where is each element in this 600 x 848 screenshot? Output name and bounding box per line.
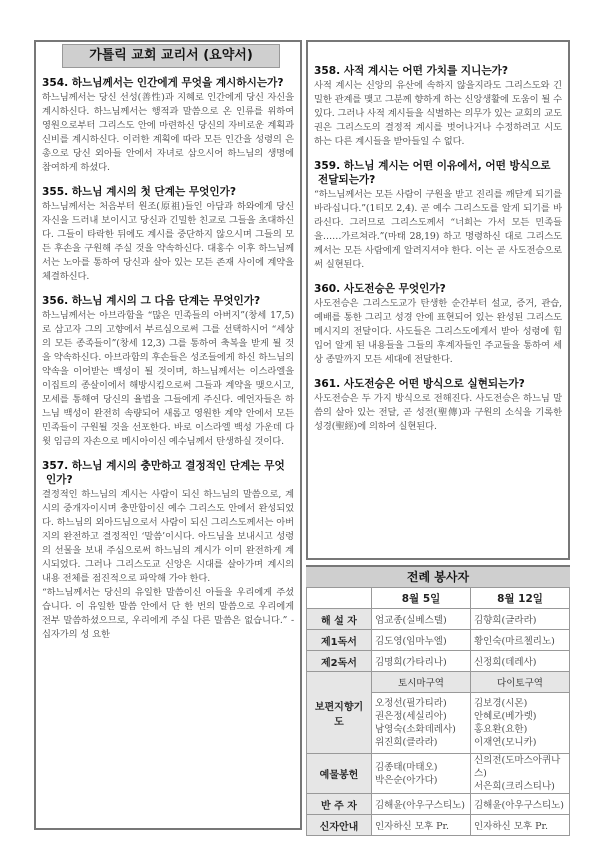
answer-text: “하느님께서는 모든 사람이 구원을 받고 진리를 깨닫게 되기를 바라십니다.”(1티모 2,4). 곧 예수 그리스도를 알게 되기를 바라신다. 그러므로 그리스도께서 “너희는 가서 모든 민족들을……가르쳐라.”(마태 28,19) 하고 명령하신 대로 그리스도께서는 모든 사람에게 알려지셔야 한다. 이는 곧 사도전승으로써 실현된다. [314, 189, 562, 270]
question-heading: 360. 사도전승은 무엇인가? [314, 283, 446, 295]
row-label: 예물봉헌 [307, 754, 372, 794]
date-header-1: 8월 5일 [372, 588, 471, 609]
liturgy-schedule [306, 565, 570, 836]
catechism-item [314, 159, 562, 272]
header-empty-cell [307, 588, 372, 609]
name-entry: 남영숙(소화데레사) [375, 724, 456, 735]
cell: 인자하신 모후 Pr. [372, 815, 471, 836]
name-entry: 신의전(도마스아퀴나스) [474, 755, 561, 779]
offering-cell-2 [471, 754, 570, 794]
right-column [306, 40, 570, 560]
answer-text: 사도전승은 그리스도교가 탄생한 순간부터 설교, 증거, 관습, 예배를 통한 그리고 성경 안에 표현되어 있는 완성된 그리스도 메시지의 전달이다. 사도들은 그리스도에게서 받아 성령에 힘입어 알게 된 내용들을 그들의 후계자들인 주교들을 통하여 세상 종말까지 모든 세대에 전달한다. [314, 298, 562, 365]
offering-cell-1 [372, 754, 471, 794]
name-entry: 박은순(아가다) [375, 774, 438, 786]
table-row [307, 815, 570, 836]
prayers-cell-1 [372, 693, 471, 754]
cell: 김명희(가타리나) [372, 651, 471, 672]
date-header-2: 8월 12일 [471, 588, 570, 609]
table-row [307, 588, 570, 609]
question-heading: 356. 하느님 계시의 그 다음 단계는 무엇인가? [42, 295, 261, 307]
answer-text: 하느님께서는 처음부터 원조(原祖)들인 아담과 하와에게 당신 자신을 드러내 보이시고 당신과 긴밀한 친교로 그들을 초대하신다. 그들이 타락한 뒤에도 계시를 중단하지 않으시며 그들의 모든 후손을 구원해 주실 것을 약속하신다. 대홍수 이후 하느님께서는 노아를 통하여 당신과 살아 있는 모든 존재 사이에 계약을 체결하신다. [42, 201, 294, 282]
row-label: 신자안내 [307, 815, 372, 836]
question-heading: 355. 하느님 계시의 첫 단계는 무엇인가? [42, 186, 236, 198]
name-entry: 홍요환(요한) [474, 724, 528, 735]
left-column [34, 40, 302, 830]
table-row [307, 794, 570, 815]
cell: 김해윤(아우구스티노) [471, 794, 570, 815]
cell: 황인숙(마르첼리노) [471, 630, 570, 651]
catechism-item [42, 76, 294, 175]
schedule-title: 전례 봉사자 [306, 565, 570, 587]
name-entry: 이재연(모니카) [474, 737, 537, 748]
catechism-item [314, 282, 562, 367]
catechism-item [314, 64, 562, 149]
cell: 엄교종(실베스텔) [372, 609, 471, 630]
catechism-item [42, 294, 294, 449]
table-row [307, 672, 570, 693]
cell: 신정희(데레사) [471, 651, 570, 672]
cell: 인자하신 모후 Pr. [471, 815, 570, 836]
row-label: 해 설 자 [307, 609, 372, 630]
row-label: 보편지향기 도 [307, 672, 372, 754]
prayers-cell-2 [471, 693, 570, 754]
name-entry: 김종태(마태오) [375, 761, 438, 773]
zone-header-2: 다이토구역 [471, 672, 570, 693]
catechism-item [42, 459, 294, 642]
table-row [307, 630, 570, 651]
name-entry: 오정선(필가티라) [375, 698, 447, 709]
catechism-item [42, 185, 294, 284]
answer-text: 결정적인 하느님의 계시는 사람이 되신 하느님의 말씀으로, 계시의 중개자이시며 충만함이신 예수 그리스도 안에서 완성되었다. 하느님의 외아드님으로서 사람이 되신 그리스도께서는 아버지의 완전하고 결정적인 ‘말씀’이시다. 아드님을 보내시고 성령의 선물을 보내 주심으로써 하느님의 계시가 이미 완전하게 계시되었다. 그러나 그리스도교 신앙은 시대를 살아가며 계시의 내용 전체를 점진적으로 파악해 가야 한다. “하느님께서는 당신의 유일한 말씀이신 아들을 우리에게 주셨습니다. 이 유일한 말씀 안에서 단 한 번의 말씀으로 우리에게 전부 말씀하셨으므로, 우리에게 주실 다른 말씀은 없습니다.” -십자가의 성 요한 [42, 489, 294, 640]
cell: 김향희(글라라) [471, 609, 570, 630]
left-column-content [42, 76, 294, 642]
name-entry: 서은희(크리스티나) [474, 781, 555, 792]
answer-text: 사적 계시는 신앙의 유산에 속하지 않을지라도 그리스도와 긴밀한 관계를 맺고 그분께 향하게 하는 신앙생활에 도움이 될 수 있다. 그러나 사적 계시들을 식별하는 의무가 있는 교회의 교도권은 그리스도의 결정적 계시를 벗어나거나 수정하려고 시도하는 다른 계시들을 받아들일 수 없다. [314, 80, 562, 147]
name-entry: 김보경(시몬) [474, 698, 528, 709]
table-row [307, 609, 570, 630]
schedule-table [306, 587, 570, 836]
cell: 김해윤(아우구스티노) [372, 794, 471, 815]
row-label: 제1독서 [307, 630, 372, 651]
page-banner-title: 가톨릭 교회 교리서 (요약서) [62, 44, 280, 68]
question-heading: 357. 하느님 계시의 충만하고 결정적인 단계는 무엇인가? [42, 460, 285, 486]
right-column-content [314, 64, 562, 434]
name-entry: 위진희(클라라) [375, 737, 438, 748]
table-row [307, 651, 570, 672]
answer-text: 사도전승은 두 가지 방식으로 전해진다. 사도전승은 하느님 말씀의 살아 있는 전달, 곧 성전(聖傳)과 구원의 소식을 기록한 성경(聖經)에 의하여 실현된다. [314, 393, 562, 432]
name-entry: 안혜로(베가렛) [474, 711, 537, 722]
question-heading: 359. 하느님 계시는 어떤 이유에서, 어떤 방식으로 전달되는가? [314, 160, 551, 186]
cell: 김도영(임마누엘) [372, 630, 471, 651]
answer-text: 하느님께서는 당신 선성(善性)과 지혜로 인간에게 당신 자신을 계시하신다. 하느님께서는 행적과 말씀으로 온 인류를 위하여 영원으로부터 그리스도 안에 마련하신 당신의 자비로운 계획과 신비를 계시하신다. 이러한 계획에 따라 모든 인간을 성령의 은총으로 당신 외아들 안에서 자녀로 삼으시어 하느님의 생명에 참여하게 하셨다. [42, 92, 294, 173]
row-label: 제2독서 [307, 651, 372, 672]
question-heading: 358. 사적 계시는 어떤 가치를 지니는가? [314, 65, 508, 77]
row-label: 반 주 자 [307, 794, 372, 815]
table-row [307, 754, 570, 794]
question-heading: 354. 하느님께서는 인간에게 무엇을 계시하시는가? [42, 77, 284, 89]
question-heading: 361. 사도전승은 어떤 방식으로 실현되는가? [314, 378, 525, 390]
answer-text: 하느님께서는 아브라함을 “많은 민족들의 아버지”(창세 17,5)로 삼고자 그의 고향에서 부르심으로써 그를 선택하시어 “세상의 모든 종족들이”(창세 12,3) 그를 통하여 축복을 받게 될 것을 약속하신다. 아브라함의 후손들은 성조들에게 하신 하느님의 약속을 이어받는 백성이 될 것이며, 하느님께서는 이스라엘을 이집트의 종살이에서 해방시킴으로써 그들과 계약을 맺으시고, 모세를 통해여 당신의 율법을 그들에게 주신다. 예언자들은 하느님 백성이 완전히 속량되어 새롭고 영원한 계약 안에서 모든 민족들이 구원될 것을 선포한다. 바로 이스라엘 백성 가운데 다윗 임금의 자손으로 메시아이신 예수님께서 탄생하실 것이다. [42, 310, 294, 447]
name-entry: 권은정(세실리아) [375, 711, 447, 722]
zone-header-1: 토시마구역 [372, 672, 471, 693]
catechism-item [314, 377, 562, 434]
